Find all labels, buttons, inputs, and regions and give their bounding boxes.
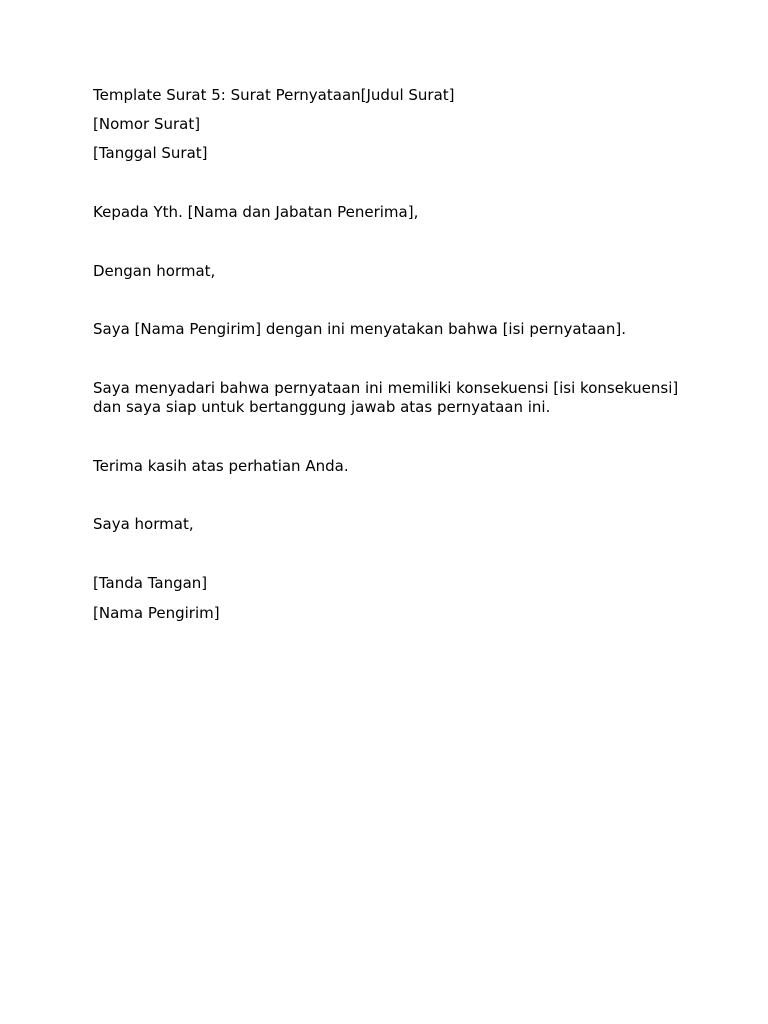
letter-greeting: Dengan hormat,: [93, 262, 216, 280]
letter-closing: Saya hormat,: [93, 515, 194, 533]
letter-date: [Tanggal Surat]: [93, 144, 208, 162]
letter-recipient: Kepada Yth. [Nama dan Jabatan Penerima],: [93, 203, 419, 221]
letter-number: [Nomor Surat]: [93, 115, 201, 133]
letter-thanks: Terima kasih atas perhatian Anda.: [93, 457, 349, 475]
letter-paragraph-consequence: Saya menyadari bahwa pernyataan ini memiliki konsekuensi [isi konsekuensi] dan saya siap untuk bertanggung jawab atas pernyataan ini.: [93, 379, 679, 416]
letter-sender-name: [Nama Pengirim]: [93, 604, 220, 622]
letter-title: Template Surat 5: Surat Pernyataan[Judul Surat]: [93, 86, 455, 104]
letter-signature: [Tanda Tangan]: [93, 574, 208, 592]
letter-paragraph-statement: Saya [Nama Pengirim] dengan ini menyatakan bahwa [isi pernyataan].: [93, 320, 626, 338]
